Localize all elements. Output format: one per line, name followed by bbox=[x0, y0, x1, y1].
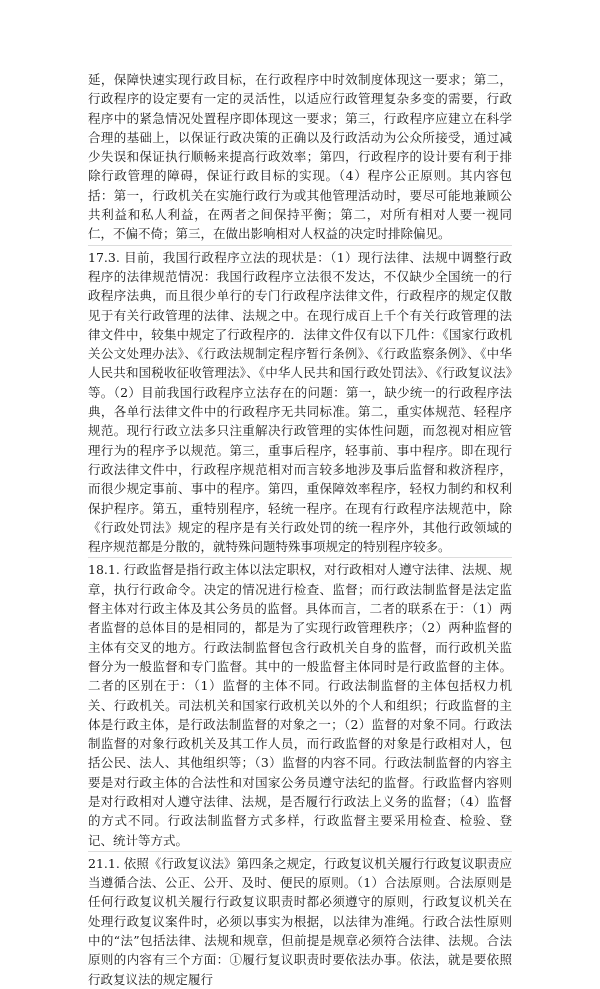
answer-21-1 bbox=[88, 851, 512, 989]
paragraph-text: 21.1. 依照《行政复议法》第四条之规定，行政复议机关履行行政复议职责应当遵循合法、公正、公开、及时、便民的原则。（1）合法原则。合法原则是任何行政复议机关履行行政复议职责时都必须遵守的原则，行政复议机关在处理行政复议案件时，必须以事实为根据，以法律为准绳。行政合法性原则中的“法”包括法律、法规和规章，但前提是规章必须符合法律、法规。合法原则的内容有三个方面：①履行复议职责时要依法办事。依法，就是要依照行政复议法的规定履行 bbox=[88, 855, 512, 987]
paragraph-text: 延，保障快速实现行政目标，在行政程序中时效制度体现这一要求；第二，行政程序的设定要有一定的灵活性，以适应行政管理复杂多变的需要，行政程序中的紧急情况处置程序即体现这一要求；第三，行政程序应建立在科学合理的基础上，以保证行政决策的正确以及行政活动为公众所接受，通过减少失误和保证执行顺畅来提高行政效率；第四，行政程序的设计要有利于排除行政管理的障碍，保证行政目标的实现。（4）程序公正原则。其内容包括：第一，行政机关在实施行政行为或其他管理活动时，要尽可能地兼顾公共利益和私人利益，在两者之间保持平衡；第二，对所有相对人要一视同仁，不偏不倚；第三，在做出影响相对人权益的决定时排除偏见。 bbox=[88, 72, 512, 242]
document-page bbox=[88, 70, 512, 989]
answer-18-1 bbox=[88, 557, 512, 849]
paragraph-text: 18.1. 行政监督是指行政主体以法定职权，对行政相对人遵守法律、法规、规章，执行行政命令。决定的情况进行检查、监督；而行政法制监督是法定监督主体对行政主体及其公务员的监督。具体而言，二者的联系在于：（1）两者监督的总体目的是相同的，都是为了实现行政管理秩序；（2）两种监督的主体有交叉的地方。行政法制监督包含行政机关自身的监督，而行政机关监督分为一般监督和专门监督。其中的一般监督主体同时是行政监督的主体。二者的区别在于：（1）监督的主体不同。行政法制监督的主体包括权力机关、行政机关。司法机关和国家行政机关以外的个人和组织；行政监督的主体是行政主体，是行政法制监督的对象之一；（2）监督的对象不同。行政法制监督的对象行政机关及其工作人员，而行政监督的对象是行政相对人，包括公民、法人、其他组织等；（3）监督的内容不同。行政法制监督的内容主要是对行政主体的合法性和对国家公务员遵守法纪的监督。行政监督内容则是对行政相对人遵守法律、法规，是否履行行政法上义务的监督；（4）监督的方式不同。行政法制监督方式多样，行政监督主要采用检查、检验、登记、统计等方式。 bbox=[88, 562, 512, 848]
paragraph-text: 17.3. 目前，我国行政程序立法的现状是：（1）现行法律、法规中调整行政程序的法律规范情况：我国行政程序立法很不发达，不仅缺少全国统一的行政程序法典，而且很少单行的专门行政程序法律文件，行政程序的规定仅散见于有关行政管理的法律、法规之中。在现行成百上千个有关行政管理的法律文件中，较集中规定了行政程序的．法律文件仅有以下几件：《国家行政机关公文处理办法》、《行政法规制定程序暂行条例》、《行政监察条例》、《中华人民共和国税收征收管理法》、《中华人民共和国行政处罚法》、《行政复议法》等。（2）目前我国行政程序立法存在的问题：第一，缺少统一的行政程序法典，各单行法律文件中的行政程序无共同标准。第二，重实体规范、轻程序规范。现行行政立法多只注重解决行政管理的实体性问题，而忽视对相应管理行为的程序予以规范。第三，重事后程序，轻事前、事中程序。即在现行行政法律文件中，行政程序规范相对而言较多地涉及事后监督和救济程序，而很少规定事前、事中的程序。第四，重保障效率程序，轻权力制约和权利保护程序。第五，重特别程序，轻统一程序。在现有行政程序法规范中，除《行政处罚法》规定的程序是有关行政处罚的统一程序外，其他行政领域的程序规范都是分散的，就特殊问题特殊事项规定的特别程序较多。 bbox=[88, 249, 512, 555]
paragraph-continued bbox=[88, 70, 512, 244]
answer-17-3 bbox=[88, 245, 512, 557]
